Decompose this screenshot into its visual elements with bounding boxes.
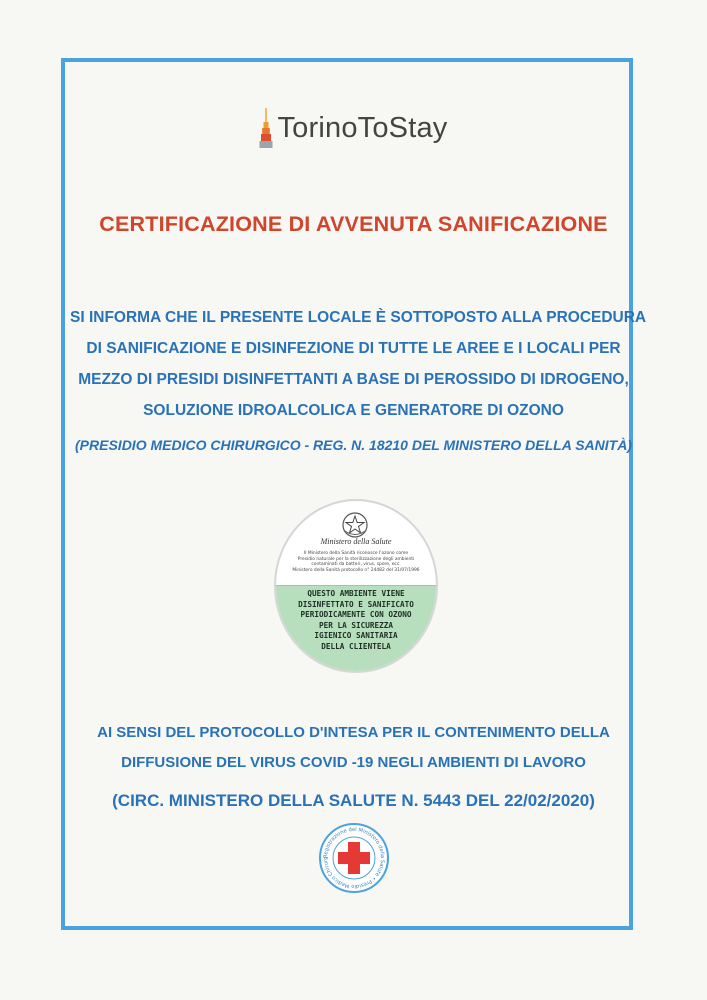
- seal-notice-line: Il Ministero della Sanità riconosce l'ozono come: [303, 551, 409, 556]
- stamp-ring-text: Registrazione del Ministero della Salute • Presidio Medico Chirurg: [322, 826, 386, 890]
- registration-note: (PRESIDIO MEDICO CHIRURGICO - REG. N. 18210 DEL MINISTERO DELLA SANITÀ): [75, 437, 632, 453]
- seal-notice-line: Ministero della Sanità protocollo n° 24482 del 31/07/1996: [292, 567, 420, 573]
- seal-band-line: PER LA SICUREZZA: [318, 620, 394, 630]
- info-line: MEZZO DI PRESIDI DISINFETTANTI A BASE DI PEROSSIDO DI IDROGENO,: [78, 371, 629, 388]
- seal-band-text: [276, 589, 436, 652]
- legal-line: DIFFUSIONE DEL VIRUS COVID -19 NEGLI AMBIENTI DI LAVORO: [121, 754, 586, 771]
- mole-antonelliana-icon: [259, 108, 273, 148]
- italian-republic-emblem-icon: [341, 511, 369, 539]
- seal-notice: [286, 551, 426, 573]
- certificate-title: CERTIFICAZIONE DI AVVENUTA SANIFICAZIONE: [99, 212, 608, 236]
- circular-reference: (CIRC. MINISTERO DELLA SALUTE N. 5443 DEL 22/02/2020): [112, 791, 595, 810]
- seal-notice-line: Presidio naturale per la sterilizzazione degli ambienti: [297, 556, 415, 562]
- info-line: SI INFORMA CHE IL PRESENTE LOCALE È SOTTOPOSTO ALLA PROCEDURA: [70, 309, 647, 326]
- torinotostay-logo: [0, 106, 707, 150]
- seal-band-line: PERIODICAMENTE CON OZONO: [300, 610, 412, 619]
- logo-text: TorinoToStay: [277, 111, 448, 144]
- medical-surgical-stamp: [318, 822, 390, 894]
- ozone-sanitization-seal: [274, 499, 438, 673]
- info-line: SOLUZIONE IDROALCOLICA E GENERATORE DI OZONO: [143, 402, 564, 419]
- seal-band-line: DISINFETTATO E SANIFICATO: [298, 599, 414, 609]
- sanitization-info: [70, 302, 647, 464]
- seal-band-line: QUESTO AMBIENTE VIENE: [307, 589, 405, 598]
- seal-notice-line: contaminati da batteri, virus, spore, ecc.: [311, 562, 401, 568]
- seal-band-line: DELLA CLIENTELA: [321, 641, 391, 651]
- seal-ministry-name: Ministero della Salute: [320, 537, 392, 546]
- seal-band-line: IGIENICO SANITARIA: [314, 631, 398, 640]
- legal-reference: [70, 718, 637, 824]
- info-line: DI SANIFICAZIONE E DISINFEZIONE DI TUTTE LE AREE E I LOCALI PER: [86, 340, 621, 357]
- legal-line: AI SENSI DEL PROTOCOLLO D'INTESA PER IL CONTENIMENTO DELLA: [97, 724, 610, 741]
